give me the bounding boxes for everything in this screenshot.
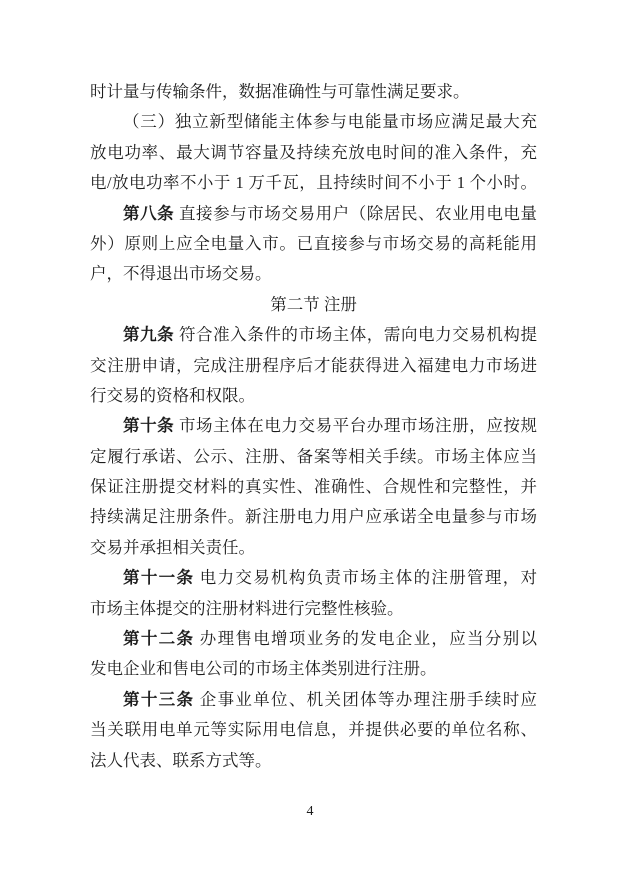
text-line: 交注册申请，完成注册程序后才能获得进入福建电力市场进 bbox=[90, 355, 537, 375]
text-line: 第八条 直接参与市场交易用户（除居民、农业用电电量 bbox=[123, 203, 537, 223]
article-number: 第九条 bbox=[123, 325, 175, 345]
text-line: 定履行承诺、公示、注册、备案等相关手续。市场主体应当 bbox=[90, 446, 537, 466]
article-number: 第十二条 bbox=[123, 629, 195, 649]
text-line: （三）独立新型储能主体参与电能量市场应满足最大充 bbox=[123, 112, 537, 132]
text-line: 行交易的资格和权限。 bbox=[90, 385, 255, 405]
document-text bbox=[90, 77, 537, 776]
article-number: 第十条 bbox=[123, 416, 175, 436]
text-line: 第十二条 办理售电增项业务的发电企业，应当分别以 bbox=[123, 629, 538, 649]
text-line: 放电功率、最大调节容量及持续充放电时间的准入条件，充 bbox=[90, 142, 537, 162]
text-line: 保证注册提交材料的真实性、准确性、合规性和完整性，并 bbox=[90, 477, 537, 497]
text-line: 法人代表、联系方式等。 bbox=[90, 750, 272, 770]
text-line: 第十条 市场主体在电力交易平台办理市场注册，应按规 bbox=[123, 416, 537, 436]
text-line: 发电企业和售电公司的市场主体类别进行注册。 bbox=[90, 659, 437, 679]
text-line: 电/放电功率不小于 1 万千瓦，且持续时间不小于 1 个小时。 bbox=[90, 173, 537, 193]
text-line: 第十一条 电力交易机构负责市场主体的注册管理，对 bbox=[123, 568, 538, 588]
text-line: 市场主体提交的注册材料进行完整性核验。 bbox=[90, 598, 404, 618]
text-line: 第十三条 企事业单位、机关团体等办理注册手续时应 bbox=[123, 689, 538, 709]
text-line: 户，不得退出市场交易。 bbox=[90, 264, 272, 284]
article-number: 第十三条 bbox=[123, 689, 195, 709]
article-number: 第十一条 bbox=[123, 568, 195, 588]
text-line: 第九条 符合准入条件的市场主体，需向电力交易机构提 bbox=[123, 325, 537, 345]
text-line: 时计量与传输条件，数据准确性与可靠性满足要求。 bbox=[90, 82, 470, 101]
page-number: 4 bbox=[306, 804, 314, 819]
text-line: 当关联用电单元等实际用电信息，并提供必要的单位名称、 bbox=[90, 720, 537, 740]
text-line: 持续满足注册条件。新注册电力用户应承诺全电量参与市场 bbox=[90, 507, 537, 527]
text-line: 外）原则上应全电量入市。已直接参与市场交易的高耗能用 bbox=[90, 233, 537, 253]
text-line: 交易并承担相关责任。 bbox=[90, 537, 255, 557]
section-heading: 第二节 注册 bbox=[270, 294, 357, 314]
article-number: 第八条 bbox=[123, 203, 175, 223]
